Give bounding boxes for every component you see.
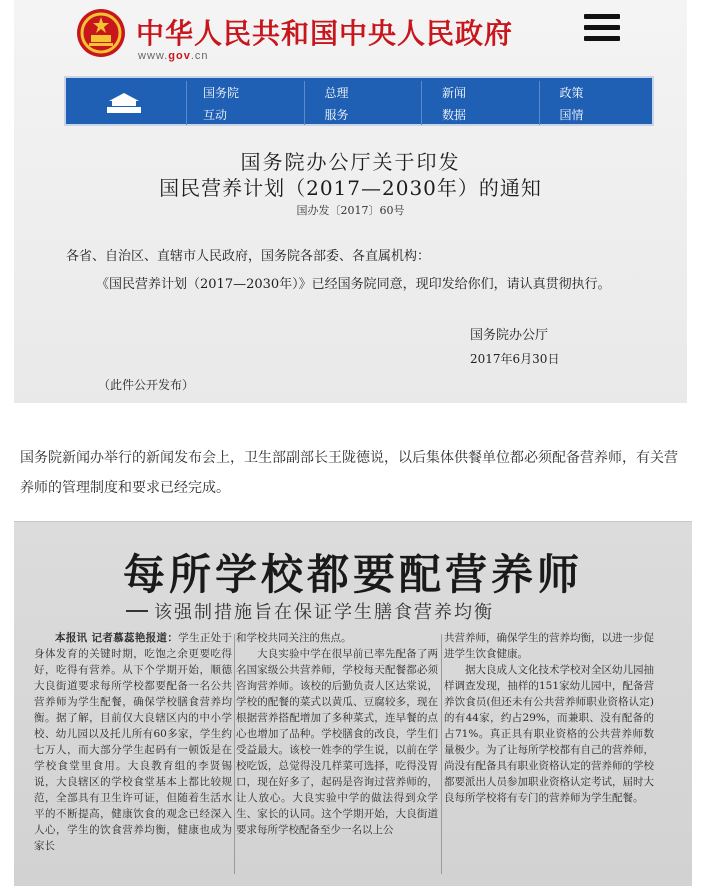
nav-item-shuju[interactable]: 数据	[421, 103, 539, 125]
newspaper-col3-p2: 据大良成人文化技术学校对全区幼儿园抽样调查发现，抽样的151家幼儿园中，配备营养饮食员(但还未有公共营养师职业资格认定)的有44家，约占29%，而兼职、没有配备的占71%。真正具有职业资格的公共营养师数量极少。为了让每所学校都有自己的营养师，尚没有配备具有职业资格认定的营养师的学校都要派出人员参加职业资格认定考试，届时大良每所学校将有专门的营养师为学生配餐。	[444, 664, 654, 804]
site-name[interactable]: 中华人民共和国中央人民政府	[136, 17, 514, 50]
notice-sign-org: 国务院办公厅	[470, 328, 549, 343]
article-paragraph: 国务院新闻办举行的新闻发布会上，卫生部副部长王陇德说，以后集体供餐单位都必须配备营养师，有关营养师的管理制度和要求已经完成。	[20, 450, 678, 496]
site-header	[14, 0, 687, 70]
nav-grid	[186, 81, 656, 125]
newspaper-headline: 每所学校都要配营养师	[122, 550, 583, 599]
newspaper-clipping-image	[14, 521, 692, 886]
notice-sign-date: 2017年6月30日	[470, 352, 560, 366]
nav-item-zhengce[interactable]: 政策	[539, 81, 657, 103]
nav-item-fuwu[interactable]: 服务	[304, 103, 422, 125]
url-domain: gov	[168, 50, 191, 62]
notice-title-line1: 国务院办公厅关于印发	[240, 150, 461, 174]
hamburger-menu-icon[interactable]	[584, 14, 620, 44]
notice-addressee: 各省、自治区、直辖市人民政府，国务院各部委、各直属机构：	[66, 249, 431, 264]
column-divider	[441, 634, 442, 874]
url-prefix: www.	[138, 50, 169, 62]
notice-body: 《国民营养计划（2017—2030年）》已经国务院同意，现印发给你们，请认真贯彻执行。	[96, 277, 611, 292]
main-navbar	[64, 76, 654, 126]
gov-notice-image	[14, 0, 687, 403]
newspaper-col2-p2: 大良实验中学在很早前已率先配备了两名国家级公共营养师，学校每天配餐都必须咨询营养师。该校的后勤负责人区达棠说，学校的配餐的菜式以黄瓜、豆腐较多，现在根据营养搭配增加了多种菜式，连早餐的点心也增加了品种。学校膳食的改良，学生们受益最大。该校一姓李的学生说，以前在学校吃饭，总觉得没几样菜可选择，吃得没胃口，现在好多了，起码是咨询过营养师的，让人放心。大良实验中学的做法得到众学生、家长的认同。这个学期开始，大良街道要求每所学校配备至少一名以上公	[236, 648, 438, 836]
nav-item-guoqing[interactable]: 国情	[539, 103, 657, 125]
newspaper-column-3	[444, 630, 654, 880]
newspaper-column-1	[34, 630, 232, 880]
notice-doc-number: 国办发〔2017〕60号	[296, 204, 405, 217]
newspaper-byline: 本报讯 记者慕蕊艳报道：	[55, 632, 179, 644]
nav-item-xinwen[interactable]: 新闻	[421, 81, 539, 103]
nav-item-guowuyuan[interactable]: 国务院	[186, 81, 304, 103]
tiananmen-logo-icon	[104, 91, 144, 115]
newspaper-column-2	[236, 630, 438, 880]
column-divider	[234, 634, 235, 874]
site-url[interactable]	[138, 50, 209, 62]
notice-public-note: （此件公开发布）	[98, 378, 195, 392]
notice-title-line2: 国民营养计划（2017—2030年）的通知	[159, 176, 542, 200]
url-suffix: .cn	[190, 50, 209, 62]
newspaper-col2-p1: 和学校共同关注的焦点。	[236, 632, 352, 644]
newspaper-subheadline: 该强制措施旨在保证学生膳食营养均衡	[154, 598, 494, 624]
nav-item-zongli[interactable]: 总理	[304, 81, 422, 103]
national-emblem-icon	[76, 8, 126, 58]
newspaper-col3-p1: 共营养师，确保学生的营养均衡，以进一步促进学生饮食健康。	[444, 632, 654, 660]
newspaper-col1-text: 学生正处于身体发育的关键时期，吃饱之余更要吃得好，吃得有营养。从下个学期开始，顺德大良街道要求每所学校都要配备一名公共营养师为学生配餐，确保学校膳食营养均衡。据了解，目前仅大良辖区内的中小学校、幼儿园以及托儿所有60多家，学生约七万人，而大部分学生起码有一顿饭是在学校食堂里食用。大良教育组的李贤锡说，大良辖区的学校食堂基本上都比较规范，全部具有卫生许可证，但随着生活水平的不断提高，健康饮食的观念已经深入人心，学生的饮食营养均衡，健康也成为家长	[34, 632, 232, 852]
nav-item-hudong[interactable]: 互动	[186, 103, 304, 125]
